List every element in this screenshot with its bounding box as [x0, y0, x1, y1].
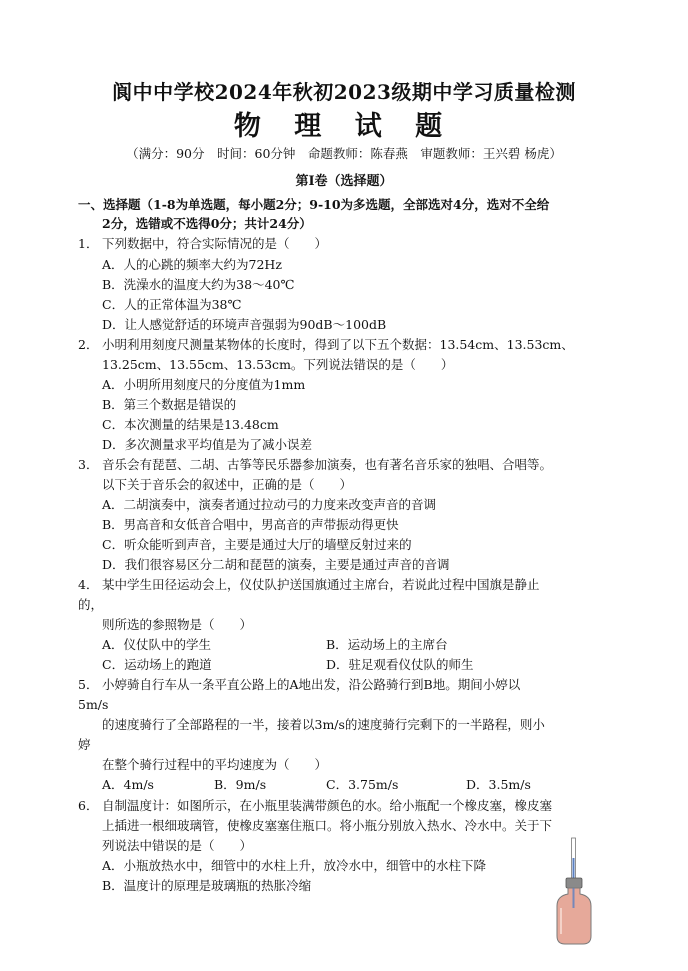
option-d: D．多次测量求平均值是为了减小误差 — [102, 437, 313, 452]
question-stem: 自制温度计：如图所示，在小瓶里装满带颜色的水。给小瓶配一个橡皮塞，橡皮塞 — [102, 798, 553, 813]
section-heading-line1: 一、选择题（1-8为单选题，每小题2分；9-10为多选题，全部选对4分，选对不全给 — [78, 197, 550, 212]
option-b: B．男高音和女低音合唱中，男高音的声带振动得更快 — [102, 517, 399, 532]
section-heading-line2: 2分，选错或不选得0分；共计24分） — [102, 216, 312, 231]
question-stem: 上插进一根细玻璃管，使橡皮塞塞住瓶口。将小瓶分别放入热水、冷水中。关于下 — [102, 818, 553, 833]
question-stem: 小明利用刻度尺测量某物体的长度时，得到了以下五个数据：13.54cm、13.53cm、 — [102, 337, 574, 352]
question-number: 6． — [78, 798, 99, 813]
question-stem: 5m/s — [78, 697, 109, 712]
question-number: 1． — [78, 236, 99, 251]
question-stem: 下列数据中，符合实际情况的是（ ） — [102, 236, 328, 251]
volume-title: 第Ⅰ卷（选择题） — [295, 174, 393, 189]
question-stem: 列说法中错误的是（ ） — [102, 838, 253, 853]
question-number: 3． — [78, 457, 99, 472]
option-b: B．第三个数据是错误的 — [102, 397, 237, 412]
option-a: A．二胡演奏中，演奏者通过拉动弓的力度来改变声音的音调 — [102, 497, 437, 512]
question-stem: 某中学生田径运动会上，仪仗队护送国旗通过主席台，若说此过程中国旗是静止 — [102, 577, 540, 592]
question-stem: 的， — [78, 597, 104, 612]
question-stem: 以下关于音乐会的叙述中，正确的是（ ） — [102, 477, 353, 492]
option-c: C．人的正常体温为38℃ — [102, 297, 242, 312]
subject-title: 物 理 试 题 — [233, 111, 455, 142]
option-c: C．本次测量的结果是13.48cm — [102, 417, 279, 432]
question-stem: 小婷骑自行车从一条平直公路上的A地出发，沿公路骑行到B地。期间小婷以 — [102, 677, 521, 692]
option-b: B．温度计的原理是玻璃瓶的热胀冷缩 — [102, 878, 312, 893]
question-stem: 则所选的参照物是（ ） — [102, 617, 253, 632]
option-c: C．运动场上的跑道 — [102, 657, 212, 672]
option-a: A．4m/s — [102, 777, 154, 792]
question-stem: 婷 — [78, 737, 91, 752]
question-stem: 13.25cm、13.55cm、13.53cm。下列说法错误的是（ ） — [102, 357, 454, 372]
option-a: A．人的心跳的频率大约为72Hz — [102, 257, 282, 272]
option-a: A．小明所用刻度尺的分度值为1mm — [102, 377, 306, 392]
option-c: C．3.75m/s — [326, 777, 399, 792]
question-stem: 在整个骑行过程中的平均速度为（ ） — [102, 757, 328, 772]
option-a: A．小瓶放热水中，细管中的水柱上升，放冷水中，细管中的水柱下降 — [102, 858, 487, 873]
question-stem: 的速度骑行了全部路程的一半，接着以3m/s的速度骑行完剩下的一半路程，则小 — [102, 717, 545, 732]
option-d: D．驻足观看仪仗队的师生 — [326, 657, 474, 672]
option-d: D．让人感觉舒适的环境声音强弱为90dB～100dB — [102, 317, 387, 332]
question-number: 5． — [78, 677, 99, 692]
option-c: C．听众能听到声音，主要是通过大厅的墙壁反射过来的 — [102, 537, 412, 552]
question-number: 2． — [78, 337, 99, 352]
school-title: 阆中中学校2024年秋初2023级期中学习质量检测 — [112, 80, 576, 104]
option-a: A．仪仗队中的学生 — [102, 637, 212, 652]
option-b: B．洗澡水的温度大约为38～40℃ — [102, 277, 295, 292]
question-stem: 音乐会有琵琶、二胡、古筝等民乐器参加演奏，也有著名音乐家的独唱、合唱等。 — [102, 457, 553, 472]
exam-info: （满分：90分 时间：60分钟 命题教师：陈春燕 审题教师：王兴碧 杨虎） — [126, 146, 562, 161]
option-d: D．3.5m/s — [466, 777, 531, 792]
option-b: B．9m/s — [214, 777, 267, 792]
thermometer-bottle-icon — [551, 836, 597, 946]
option-d: D．我们很容易区分二胡和琵琶的演奏，主要是通过声音的音调 — [102, 557, 450, 572]
question-number: 4． — [78, 577, 99, 592]
option-b: B．运动场上的主席台 — [326, 637, 448, 652]
